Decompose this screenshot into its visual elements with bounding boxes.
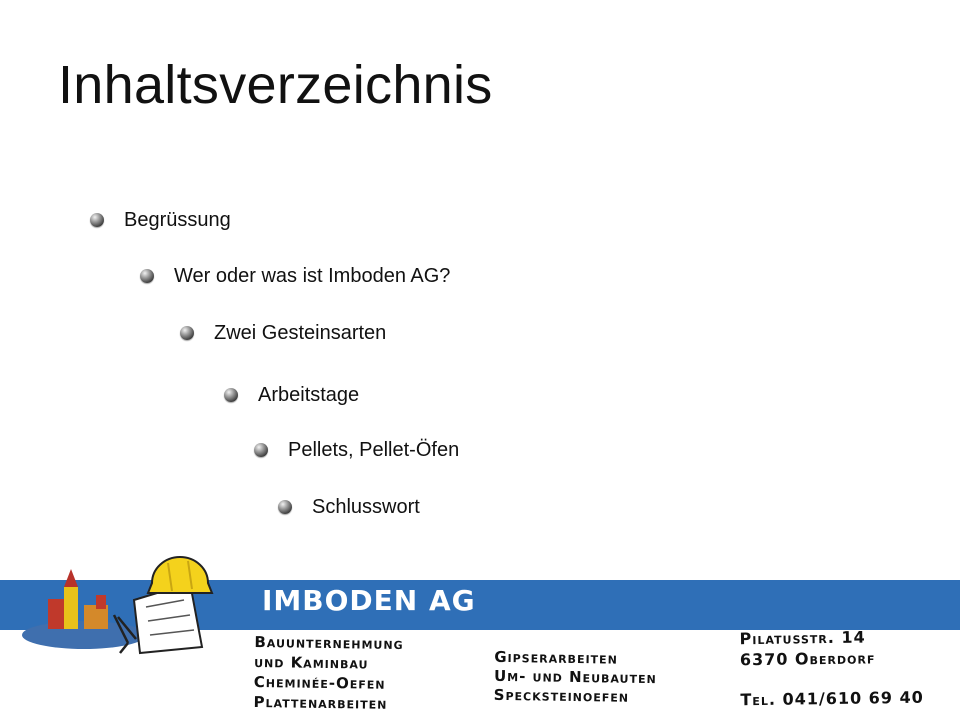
toc-item-gesteinsarten (180, 318, 386, 348)
toc-item-label: Zwei Gesteinsarten (214, 321, 387, 344)
service-line: Um- und Neubauten (493, 666, 657, 688)
toc-item-pellets (254, 435, 459, 465)
company-name: IMBODEN AG (262, 584, 476, 617)
logo-building (96, 595, 106, 609)
bullet-icon (278, 500, 292, 514)
company-address (739, 626, 924, 711)
toc-item-label: Schlusswort (312, 495, 420, 518)
address-street: Pilatusstr. 14 (739, 627, 866, 649)
company-banner (0, 555, 960, 720)
address-city: 6370 Oberdorf (739, 648, 876, 670)
service-line: Gipserarbeiten (494, 647, 618, 668)
bullet-icon (224, 388, 238, 402)
toc-item-arbeitstage (224, 380, 359, 410)
logo-roof (64, 569, 78, 587)
toc-item-label: Arbeitstage (258, 383, 360, 406)
bullet-icon (90, 213, 104, 227)
services-left (253, 632, 403, 714)
service-line: Plattenarbeiten (253, 692, 388, 713)
helmet-icon (148, 557, 212, 593)
service-line: Specksteinoefen (493, 685, 630, 706)
toc-item-imboden (140, 261, 450, 291)
bullet-icon (180, 326, 194, 340)
toc-item-schlusswort (278, 492, 420, 522)
service-line: und Kaminbau (254, 652, 369, 673)
bullet-icon (254, 443, 268, 457)
toc-item-label: Wer oder was ist Imboden AG? (174, 264, 451, 287)
address-phone: Tel. 041/610 69 40 (740, 687, 924, 710)
service-line: Cheminée-Oefen (253, 672, 386, 693)
services-middle (494, 648, 658, 707)
toc-item-begruessung (90, 205, 231, 235)
page-title: Inhaltsverzeichnis (58, 55, 493, 115)
logo-tower (64, 587, 78, 629)
toc-item-label: Pellets, Pellet-Öfen (288, 438, 460, 461)
service-line: Bauunternehmung (254, 632, 404, 654)
company-logo (14, 555, 234, 667)
toc-item-label: Begrüssung (124, 208, 231, 231)
bullet-icon (140, 269, 154, 283)
